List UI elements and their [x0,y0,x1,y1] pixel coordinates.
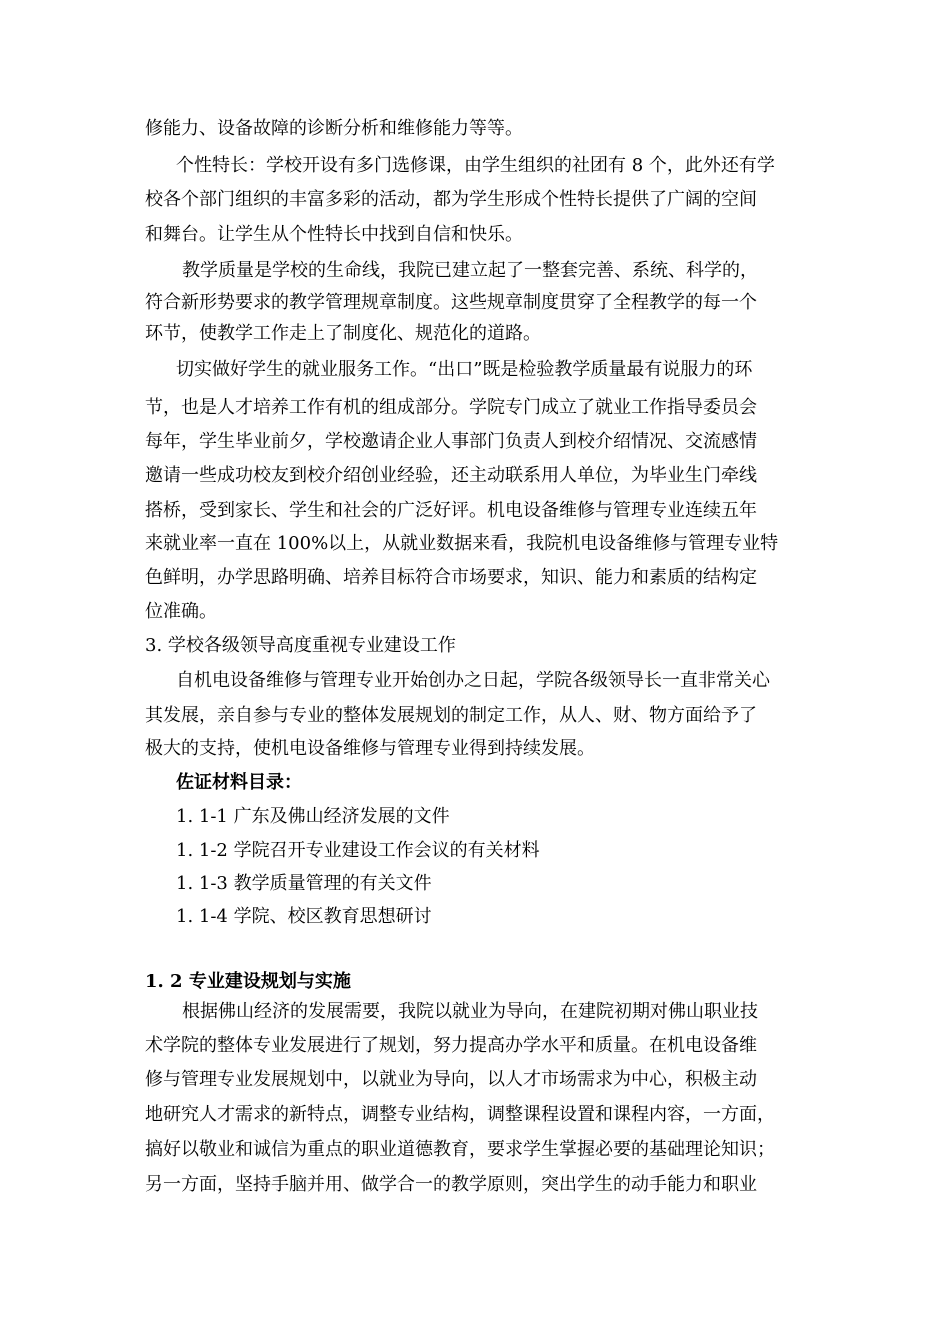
paragraph-line: 修与管理专业发展规划中，以就业为导向，以人才市场需求为中心，积极主动 [145,1069,757,1090]
evidence-list-item: 1. 1-2 学院召开专业建设工作会议的有关材料 [176,840,540,861]
evidence-list-title: 佐证材料目录： [176,772,302,793]
paragraph-line: 搞好以敬业和诚信为重点的职业道德教育，要求学生掌握必要的基础理论知识； [145,1139,775,1160]
evidence-list-item: 1. 1-1 广东及佛山经济发展的文件 [176,806,450,827]
paragraph-line: 环节，使教学工作走上了制度化、规范化的道路。 [145,323,541,344]
evidence-list-item: 1. 1-4 学院、校区教育思想研讨 [176,906,432,927]
paragraph-line: 另一方面，坚持手脑并用、做学合一的教学原则，突出学生的动手能力和职业 [145,1174,757,1195]
paragraph-line: 极大的支持，使机电设备维修与管理专业得到持续发展。 [145,738,595,759]
paragraph-line: 节，也是人才培养工作有机的组成部分。学院专门成立了就业工作指导委员会 [145,397,757,418]
paragraph-line: 符合新形势要求的教学管理规章制度。这些规章制度贯穿了全程教学的每一个 [145,292,757,313]
paragraph-line: 其发展，亲自参与专业的整体发展规划的制定工作，从人、财、物方面给予了 [145,705,757,726]
paragraph-line: 地研究人才需求的新特点，调整专业结构，调整课程设置和课程内容，一方面， [145,1104,775,1125]
paragraph-line: 色鲜明，办学思路明确、培养目标符合市场要求，知识、能力和素质的结构定 [145,567,757,588]
paragraph-line: 位准确。 [145,601,217,622]
paragraph-line: 来就业率一直在 100%以上，从就业数据来看，我院机电设备维修与管理专业特 [145,533,779,554]
paragraph-line: 每年，学生毕业前夕，学校邀请企业人事部门负责人到校介绍情况、交流感情 [145,431,757,452]
paragraph-line: 教学质量是学校的生命线，我院已建立起了一整套完善、系统、科学的， [182,260,758,281]
paragraph-line: 自机电设备维修与管理专业开始创办之日起，学院各级领导长一直非常关心 [176,670,770,691]
evidence-list-item: 1. 1-3 教学质量管理的有关文件 [176,873,432,894]
section-heading: 1. 2 专业建设规划与实施 [145,971,351,992]
paragraph-line: 和舞台。让学生从个性特长中找到自信和快乐。 [145,224,523,245]
paragraph-line: 个性特长：学校开设有多门选修课，由学生组织的社团有 8 个，此外还有学 [176,155,775,176]
paragraph-line: 邀请一些成功校友到校介绍创业经验，还主动联系用人单位，为毕业生门牵线 [145,465,757,486]
paragraph-line: 根据佛山经济的发展需要，我院以就业为导向，在建院初期对佛山职业技 [182,1001,758,1022]
paragraph-line: 术学院的整体专业发展进行了规划，努力提高办学水平和质量。在机电设备维 [145,1035,757,1056]
paragraph-line: 校各个部门组织的丰富多彩的活动，都为学生形成个性特长提供了广阔的空间 [145,189,757,210]
section-heading: 3. 学校各级领导高度重视专业建设工作 [145,635,456,656]
paragraph-line: 切实做好学生的就业服务工作。“出口”既是检验教学质量最有说服力的环 [176,359,753,380]
paragraph-line: 搭桥，受到家长、学生和社会的广泛好评。机电设备维修与管理专业连续五年 [145,500,757,521]
paragraph-line: 修能力、设备故障的诊断分析和维修能力等等。 [145,118,523,139]
